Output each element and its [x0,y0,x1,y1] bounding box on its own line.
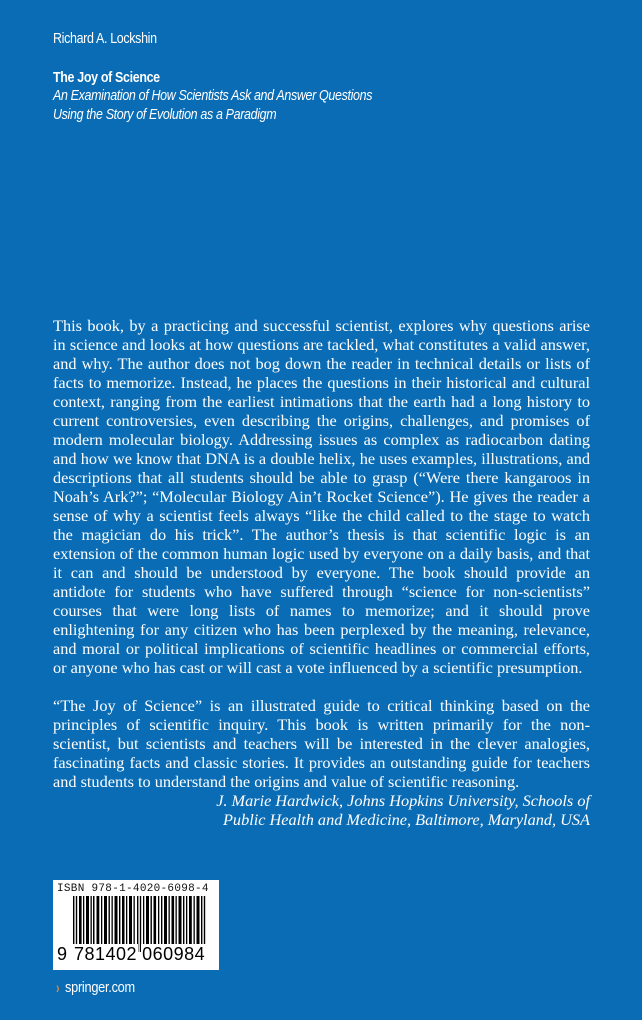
subtitle-line-2: Using the Story of Evolution as a Paradigm [53,106,277,123]
publisher-url[interactable]: springer.com [64,980,135,996]
review-attribution-line-1: J. Marie Hardwick, Johns Hopkins University, Schools of [216,791,590,810]
subtitle-line-1: An Examination of How Scientists Ask and Answer Questions [53,88,373,104]
springer-link[interactable] [55,978,144,998]
ean-digits [57,944,206,964]
isbn-label: ISBN 978-1-4020-6098-4 [57,883,209,895]
author-name: Richard A. Lockshin [53,31,157,47]
book-title: The Joy of Science [53,70,160,86]
ean-first-digit: 9 [57,944,68,964]
blurb [53,316,590,829]
chevron-right-icon: › [56,978,60,997]
cover-header [53,30,424,124]
review-attribution-line-2: Public Health and Medicine, Baltimore, Maryland, USA [222,810,590,829]
isbn-barcode [53,880,219,970]
blurb-paragraph-2: “The Joy of Science” is an illustrated guide to critical thinking based on the principles of scientific inquiry. This book is written primarily for the non-scientist, but scientists and teachers will be interested in the clever analogies, fascinating facts and classic stories. It provides an outstanding guide for teachers and students to understand the origins and value of scientific reasoning. [53,696,590,791]
blurb-paragraph-1: This book, by a practicing and successful scientist, explores why questions arise in science and looks at how questions are tackled, what constitutes a valid answer, and why. The author does not bog down the reader in technical details or lists of facts to memorize. Instead, he places the questions in their historical and cultural context, ranging from the earliest intimations that the earth had a long history to current controversies, even describing the origins, challenges, and promises of modern molecular biology. Addressing issues as complex as radiocarbon dating and how we know that DNA is a double helix, he uses examples, illustrations, and descriptions that all students should be able to grasp (“Were there kangaroos in Noah’s Ark?”; “Molecular Biology Ain’t Rocket Science”). He gives the reader a sense of why a scientist feels always “like the child called to the stage to watch the magician do his trick”. The author’s thesis is that scientific logic is an extension of the common human logic used by everyone on a daily basis, and that it can and should be understood by everyone. The book should provide an antidote for students who have suffered through “science for non-scientists” courses that were long lists of names to memorize; and it should prove enlightening for any citizen who has been perplexed by the meaning, relevance, and moral or political implications of scientific headlines or commercial efforts, or anyone who has cast or will cast a vote influenced by a scientific presumption. [53,316,590,677]
ean-left-group: 781402 [74,944,138,964]
ean-right-group: 060984 [142,944,206,964]
